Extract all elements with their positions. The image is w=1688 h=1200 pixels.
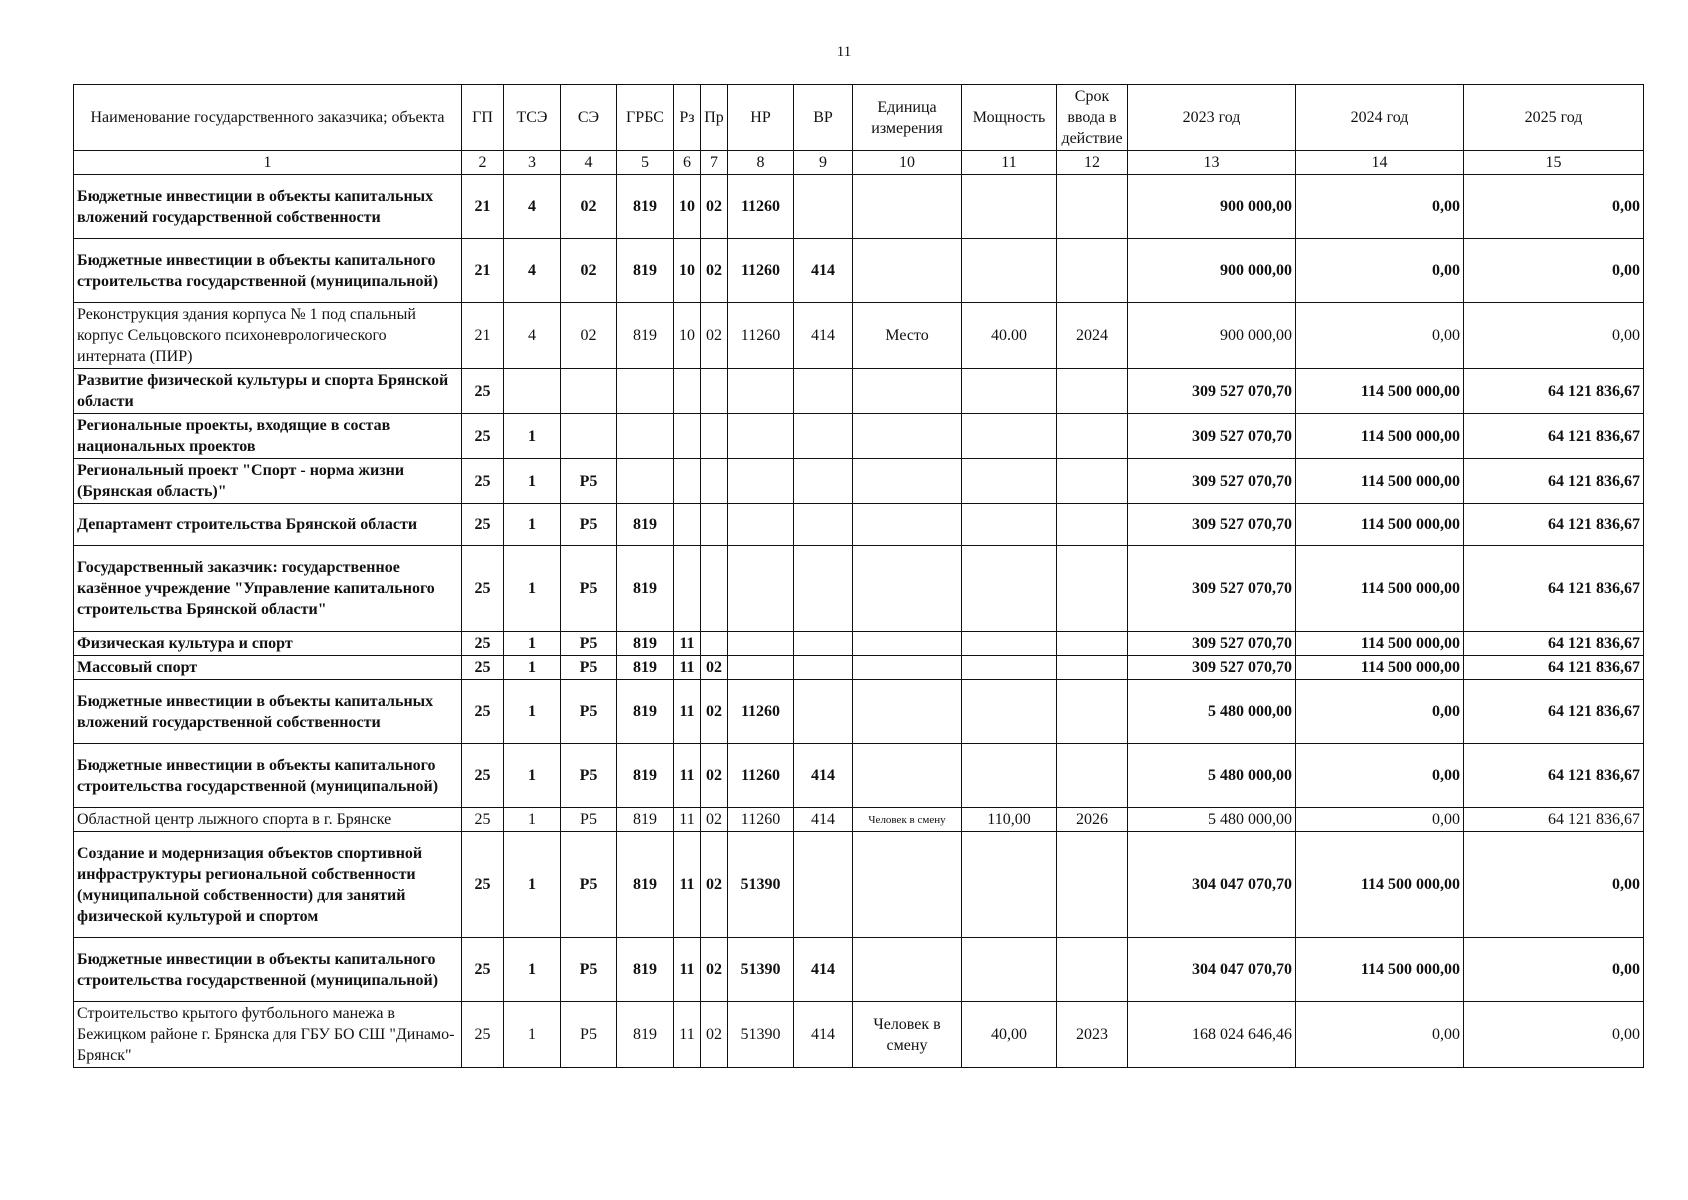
row-grbs: 819	[617, 632, 674, 656]
row-tse: 1	[504, 744, 561, 808]
row-tse: 1	[504, 546, 561, 632]
row-unit	[853, 680, 962, 744]
row-grbs: 819	[617, 175, 674, 239]
row-gp: 25	[462, 680, 504, 744]
row-2025: 64 121 836,67	[1464, 680, 1644, 744]
row-2025: 64 121 836,67	[1464, 459, 1644, 504]
row-2024: 114 500 000,00	[1296, 832, 1464, 938]
row-gp: 25	[462, 369, 504, 414]
row-name: Региональный проект "Спорт - норма жизни (Брянская область)"	[74, 459, 462, 504]
row-gp: 25	[462, 938, 504, 1002]
row-nr	[728, 632, 794, 656]
row-pr	[701, 504, 728, 546]
row-grbs	[617, 459, 674, 504]
row-grbs	[617, 369, 674, 414]
column-number: 9	[794, 151, 853, 175]
column-number: 11	[962, 151, 1057, 175]
row-vr: 414	[794, 938, 853, 1002]
row-nr	[728, 546, 794, 632]
row-se: 02	[561, 175, 617, 239]
row-capacity	[962, 744, 1057, 808]
row-grbs	[617, 414, 674, 459]
column-number: 8	[728, 151, 794, 175]
row-nr: 11260	[728, 303, 794, 369]
row-pr	[701, 414, 728, 459]
row-nr	[728, 656, 794, 680]
row-rz	[674, 546, 701, 632]
row-rz: 10	[674, 239, 701, 303]
row-2024: 0,00	[1296, 808, 1464, 832]
row-gp: 25	[462, 744, 504, 808]
row-nr: 11260	[728, 744, 794, 808]
row-2023: 309 527 070,70	[1128, 504, 1296, 546]
header-pr: Пр	[701, 85, 728, 151]
row-2024: 114 500 000,00	[1296, 546, 1464, 632]
row-term: 2023	[1057, 1002, 1128, 1068]
row-rz	[674, 504, 701, 546]
row-unit	[853, 546, 962, 632]
header-vr: ВР	[794, 85, 853, 151]
row-grbs: 819	[617, 546, 674, 632]
row-nr: 11260	[728, 175, 794, 239]
row-2024: 0,00	[1296, 680, 1464, 744]
row-vr: 414	[794, 1002, 853, 1068]
row-2025: 64 121 836,67	[1464, 369, 1644, 414]
row-2024: 114 500 000,00	[1296, 656, 1464, 680]
row-name: Бюджетные инвестиции в объекты капитальных вложений государственной собственности	[74, 175, 462, 239]
row-gp: 21	[462, 239, 504, 303]
row-rz: 11	[674, 656, 701, 680]
header-se: СЭ	[561, 85, 617, 151]
row-capacity: 40,00	[962, 1002, 1057, 1068]
row-2025: 0,00	[1464, 938, 1644, 1002]
row-unit	[853, 414, 962, 459]
row-2023: 309 527 070,70	[1128, 632, 1296, 656]
header-2023: 2023 год	[1128, 85, 1296, 151]
row-tse: 4	[504, 303, 561, 369]
column-number: 4	[561, 151, 617, 175]
row-2024: 0,00	[1296, 303, 1464, 369]
row-nr	[728, 369, 794, 414]
column-number: 13	[1128, 151, 1296, 175]
table-body	[74, 175, 1644, 1068]
row-capacity	[962, 504, 1057, 546]
row-2023: 309 527 070,70	[1128, 459, 1296, 504]
header-row	[74, 85, 1644, 151]
row-se: P5	[561, 808, 617, 832]
row-rz	[674, 414, 701, 459]
header-rz: Рз	[674, 85, 701, 151]
row-2023: 900 000,00	[1128, 303, 1296, 369]
row-2025: 64 121 836,67	[1464, 632, 1644, 656]
row-name: Массовый спорт	[74, 656, 462, 680]
column-number: 6	[674, 151, 701, 175]
row-unit	[853, 656, 962, 680]
row-name: Государственный заказчик: государственное казённое учреждение "Управление капитального строительства Брянской области"	[74, 546, 462, 632]
table-row	[74, 744, 1644, 808]
row-pr: 02	[701, 303, 728, 369]
header-nr: НР	[728, 85, 794, 151]
row-rz	[674, 459, 701, 504]
row-se: P5	[561, 546, 617, 632]
row-2025: 64 121 836,67	[1464, 504, 1644, 546]
row-vr	[794, 414, 853, 459]
row-unit: Место	[853, 303, 962, 369]
row-pr: 02	[701, 938, 728, 1002]
row-pr	[701, 369, 728, 414]
column-number: 12	[1057, 151, 1128, 175]
row-unit	[853, 175, 962, 239]
row-grbs: 819	[617, 680, 674, 744]
row-capacity	[962, 459, 1057, 504]
column-number: 3	[504, 151, 561, 175]
row-se: P5	[561, 632, 617, 656]
page-number: 11	[836, 44, 852, 60]
row-grbs: 819	[617, 744, 674, 808]
row-se	[561, 369, 617, 414]
row-tse: 1	[504, 808, 561, 832]
row-capacity	[962, 938, 1057, 1002]
row-term	[1057, 632, 1128, 656]
row-unit: Человек в смену	[853, 1002, 962, 1068]
row-rz: 11	[674, 680, 701, 744]
row-rz: 11	[674, 744, 701, 808]
row-se: 02	[561, 303, 617, 369]
row-term	[1057, 744, 1128, 808]
row-tse	[504, 369, 561, 414]
row-name: Бюджетные инвестиции в объекты капитального строительства государственной (муниципальной)	[74, 744, 462, 808]
row-term	[1057, 175, 1128, 239]
row-pr: 02	[701, 1002, 728, 1068]
row-tse: 1	[504, 680, 561, 744]
row-tse: 1	[504, 1002, 561, 1068]
row-vr: 414	[794, 808, 853, 832]
row-tse: 1	[504, 938, 561, 1002]
row-2025: 0,00	[1464, 175, 1644, 239]
row-name: Бюджетные инвестиции в объекты капитального строительства государственной (муниципальной)	[74, 938, 462, 1002]
row-se: P5	[561, 459, 617, 504]
row-tse: 4	[504, 239, 561, 303]
column-number-row	[74, 151, 1644, 175]
row-tse: 1	[504, 656, 561, 680]
table-row	[74, 369, 1644, 414]
table-row	[74, 832, 1644, 938]
row-rz: 11	[674, 808, 701, 832]
row-rz: 11	[674, 938, 701, 1002]
row-capacity	[962, 369, 1057, 414]
row-pr	[701, 459, 728, 504]
row-name: Строительство крытого футбольного манежа в Бежицком районе г. Брянска для ГБУ БО СШ "Динамо-Брянск"	[74, 1002, 462, 1068]
row-2025: 64 121 836,67	[1464, 656, 1644, 680]
row-nr: 51390	[728, 938, 794, 1002]
row-unit	[853, 744, 962, 808]
row-gp: 25	[462, 504, 504, 546]
row-vr: 414	[794, 239, 853, 303]
header-term: Срок ввода в действие	[1057, 85, 1128, 151]
row-nr: 11260	[728, 808, 794, 832]
table-row	[74, 303, 1644, 369]
row-2023: 900 000,00	[1128, 175, 1296, 239]
budget-table	[73, 84, 1644, 1068]
row-grbs: 819	[617, 938, 674, 1002]
row-2024: 114 500 000,00	[1296, 459, 1464, 504]
row-2023: 168 024 646,46	[1128, 1002, 1296, 1068]
row-capacity	[962, 239, 1057, 303]
row-2024: 114 500 000,00	[1296, 369, 1464, 414]
row-pr: 02	[701, 239, 728, 303]
row-name: Региональные проекты, входящие в состав национальных проектов	[74, 414, 462, 459]
row-tse: 1	[504, 414, 561, 459]
row-rz: 11	[674, 1002, 701, 1068]
row-term: 2026	[1057, 808, 1128, 832]
row-term	[1057, 504, 1128, 546]
row-se: P5	[561, 1002, 617, 1068]
table-row	[74, 546, 1644, 632]
row-2023: 5 480 000,00	[1128, 680, 1296, 744]
row-gp: 25	[462, 459, 504, 504]
row-gp: 21	[462, 175, 504, 239]
row-name: Бюджетные инвестиции в объекты капитальных вложений государственной собственности	[74, 680, 462, 744]
header-gp: ГП	[462, 85, 504, 151]
row-se: P5	[561, 504, 617, 546]
row-rz: 10	[674, 303, 701, 369]
row-2024: 0,00	[1296, 175, 1464, 239]
row-se: P5	[561, 744, 617, 808]
row-gp: 21	[462, 303, 504, 369]
row-gp: 25	[462, 656, 504, 680]
row-name: Департамент строительства Брянской области	[74, 504, 462, 546]
row-name: Бюджетные инвестиции в объекты капитального строительства государственной (муниципальной)	[74, 239, 462, 303]
row-rz: 11	[674, 632, 701, 656]
row-2024: 114 500 000,00	[1296, 504, 1464, 546]
row-term	[1057, 239, 1128, 303]
row-2024: 114 500 000,00	[1296, 938, 1464, 1002]
row-pr	[701, 632, 728, 656]
row-2023: 5 480 000,00	[1128, 808, 1296, 832]
row-2025: 64 121 836,67	[1464, 808, 1644, 832]
row-unit	[853, 369, 962, 414]
row-term	[1057, 832, 1128, 938]
table-row	[74, 808, 1644, 832]
row-se	[561, 414, 617, 459]
row-vr	[794, 832, 853, 938]
row-grbs: 819	[617, 1002, 674, 1068]
row-name: Реконструкция здания корпуса № 1 под спальный корпус Сельцовского психоневрологического интерната (ПИР)	[74, 303, 462, 369]
row-grbs: 819	[617, 832, 674, 938]
row-2024: 0,00	[1296, 744, 1464, 808]
row-name: Областной центр лыжного спорта в г. Брянске	[74, 808, 462, 832]
row-name: Создание и модернизация объектов спортивной инфраструктуры региональной собственности (муниципальной собственности) для занятий физической культурой и спортом	[74, 832, 462, 938]
row-term	[1057, 656, 1128, 680]
header-name: Наименование государственного заказчика; объекта	[74, 85, 462, 151]
row-unit: Человек в смену	[853, 808, 962, 832]
row-se: 02	[561, 239, 617, 303]
row-pr: 02	[701, 808, 728, 832]
row-tse: 1	[504, 832, 561, 938]
row-name: Физическая культура и спорт	[74, 632, 462, 656]
row-pr	[701, 546, 728, 632]
row-2025: 0,00	[1464, 303, 1644, 369]
row-vr	[794, 369, 853, 414]
row-rz	[674, 369, 701, 414]
row-2024: 0,00	[1296, 239, 1464, 303]
table-row	[74, 1002, 1644, 1068]
table-row	[74, 656, 1644, 680]
row-capacity	[962, 832, 1057, 938]
header-2025: 2025 год	[1464, 85, 1644, 151]
row-term	[1057, 369, 1128, 414]
row-2025: 64 121 836,67	[1464, 744, 1644, 808]
row-term	[1057, 938, 1128, 1002]
row-rz: 10	[674, 175, 701, 239]
row-2023: 900 000,00	[1128, 239, 1296, 303]
row-2023: 309 527 070,70	[1128, 414, 1296, 459]
column-number: 7	[701, 151, 728, 175]
row-se: P5	[561, 680, 617, 744]
row-tse: 1	[504, 632, 561, 656]
row-term	[1057, 680, 1128, 744]
column-number: 1	[74, 151, 462, 175]
row-gp: 25	[462, 832, 504, 938]
row-vr	[794, 680, 853, 744]
row-term: 2024	[1057, 303, 1128, 369]
row-pr: 02	[701, 744, 728, 808]
row-unit	[853, 239, 962, 303]
row-capacity: 40.00	[962, 303, 1057, 369]
row-tse: 1	[504, 504, 561, 546]
row-se: P5	[561, 938, 617, 1002]
row-grbs: 819	[617, 656, 674, 680]
row-rz: 11	[674, 832, 701, 938]
row-2025: 0,00	[1464, 832, 1644, 938]
row-grbs: 819	[617, 303, 674, 369]
column-number: 14	[1296, 151, 1464, 175]
column-number: 10	[853, 151, 962, 175]
row-name: Развитие физической культуры и спорта Брянской области	[74, 369, 462, 414]
table-row	[74, 938, 1644, 1002]
column-number: 5	[617, 151, 674, 175]
row-gp: 25	[462, 632, 504, 656]
row-capacity	[962, 175, 1057, 239]
row-unit	[853, 459, 962, 504]
row-nr: 51390	[728, 1002, 794, 1068]
row-vr	[794, 175, 853, 239]
row-term	[1057, 546, 1128, 632]
table-row	[74, 175, 1644, 239]
row-grbs: 819	[617, 504, 674, 546]
row-pr: 02	[701, 680, 728, 744]
row-unit	[853, 504, 962, 546]
row-capacity	[962, 656, 1057, 680]
row-capacity	[962, 680, 1057, 744]
row-gp: 25	[462, 808, 504, 832]
row-2025: 0,00	[1464, 1002, 1644, 1068]
table-row	[74, 459, 1644, 504]
row-term	[1057, 414, 1128, 459]
row-capacity	[962, 546, 1057, 632]
row-tse: 4	[504, 175, 561, 239]
row-pr: 02	[701, 175, 728, 239]
table-row	[74, 632, 1644, 656]
row-nr	[728, 414, 794, 459]
row-grbs: 819	[617, 239, 674, 303]
row-pr: 02	[701, 832, 728, 938]
row-capacity	[962, 414, 1057, 459]
row-vr	[794, 632, 853, 656]
row-nr: 11260	[728, 680, 794, 744]
row-nr: 51390	[728, 832, 794, 938]
table-row	[74, 414, 1644, 459]
row-2024: 114 500 000,00	[1296, 414, 1464, 459]
row-2023: 304 047 070,70	[1128, 938, 1296, 1002]
row-tse: 1	[504, 459, 561, 504]
row-2025: 64 121 836,67	[1464, 414, 1644, 459]
row-pr: 02	[701, 656, 728, 680]
row-gp: 25	[462, 1002, 504, 1068]
row-nr: 11260	[728, 239, 794, 303]
row-2023: 309 527 070,70	[1128, 656, 1296, 680]
header-grbs: ГРБС	[617, 85, 674, 151]
header-2024: 2024 год	[1296, 85, 1464, 151]
row-2023: 309 527 070,70	[1128, 369, 1296, 414]
row-grbs: 819	[617, 808, 674, 832]
row-vr	[794, 504, 853, 546]
row-term	[1057, 459, 1128, 504]
row-2023: 304 047 070,70	[1128, 832, 1296, 938]
header-capacity: Мощность	[962, 85, 1057, 151]
row-nr	[728, 504, 794, 546]
table-row	[74, 504, 1644, 546]
row-capacity	[962, 632, 1057, 656]
row-gp: 25	[462, 546, 504, 632]
row-2023: 5 480 000,00	[1128, 744, 1296, 808]
column-number: 2	[462, 151, 504, 175]
row-2024: 0,00	[1296, 1002, 1464, 1068]
row-vr	[794, 546, 853, 632]
row-2025: 0,00	[1464, 239, 1644, 303]
row-vr: 414	[794, 744, 853, 808]
row-unit	[853, 832, 962, 938]
row-2025: 64 121 836,67	[1464, 546, 1644, 632]
table-row	[74, 680, 1644, 744]
table-row	[74, 239, 1644, 303]
row-unit	[853, 938, 962, 1002]
row-capacity: 110,00	[962, 808, 1057, 832]
row-2024: 114 500 000,00	[1296, 632, 1464, 656]
row-se: P5	[561, 832, 617, 938]
row-unit	[853, 632, 962, 656]
row-vr: 414	[794, 303, 853, 369]
row-gp: 25	[462, 414, 504, 459]
header-unit: Единица измерения	[853, 85, 962, 151]
row-vr	[794, 656, 853, 680]
row-vr	[794, 459, 853, 504]
column-number: 15	[1464, 151, 1644, 175]
row-se: P5	[561, 656, 617, 680]
header-tse: ТСЭ	[504, 85, 561, 151]
row-2023: 309 527 070,70	[1128, 546, 1296, 632]
row-nr	[728, 459, 794, 504]
